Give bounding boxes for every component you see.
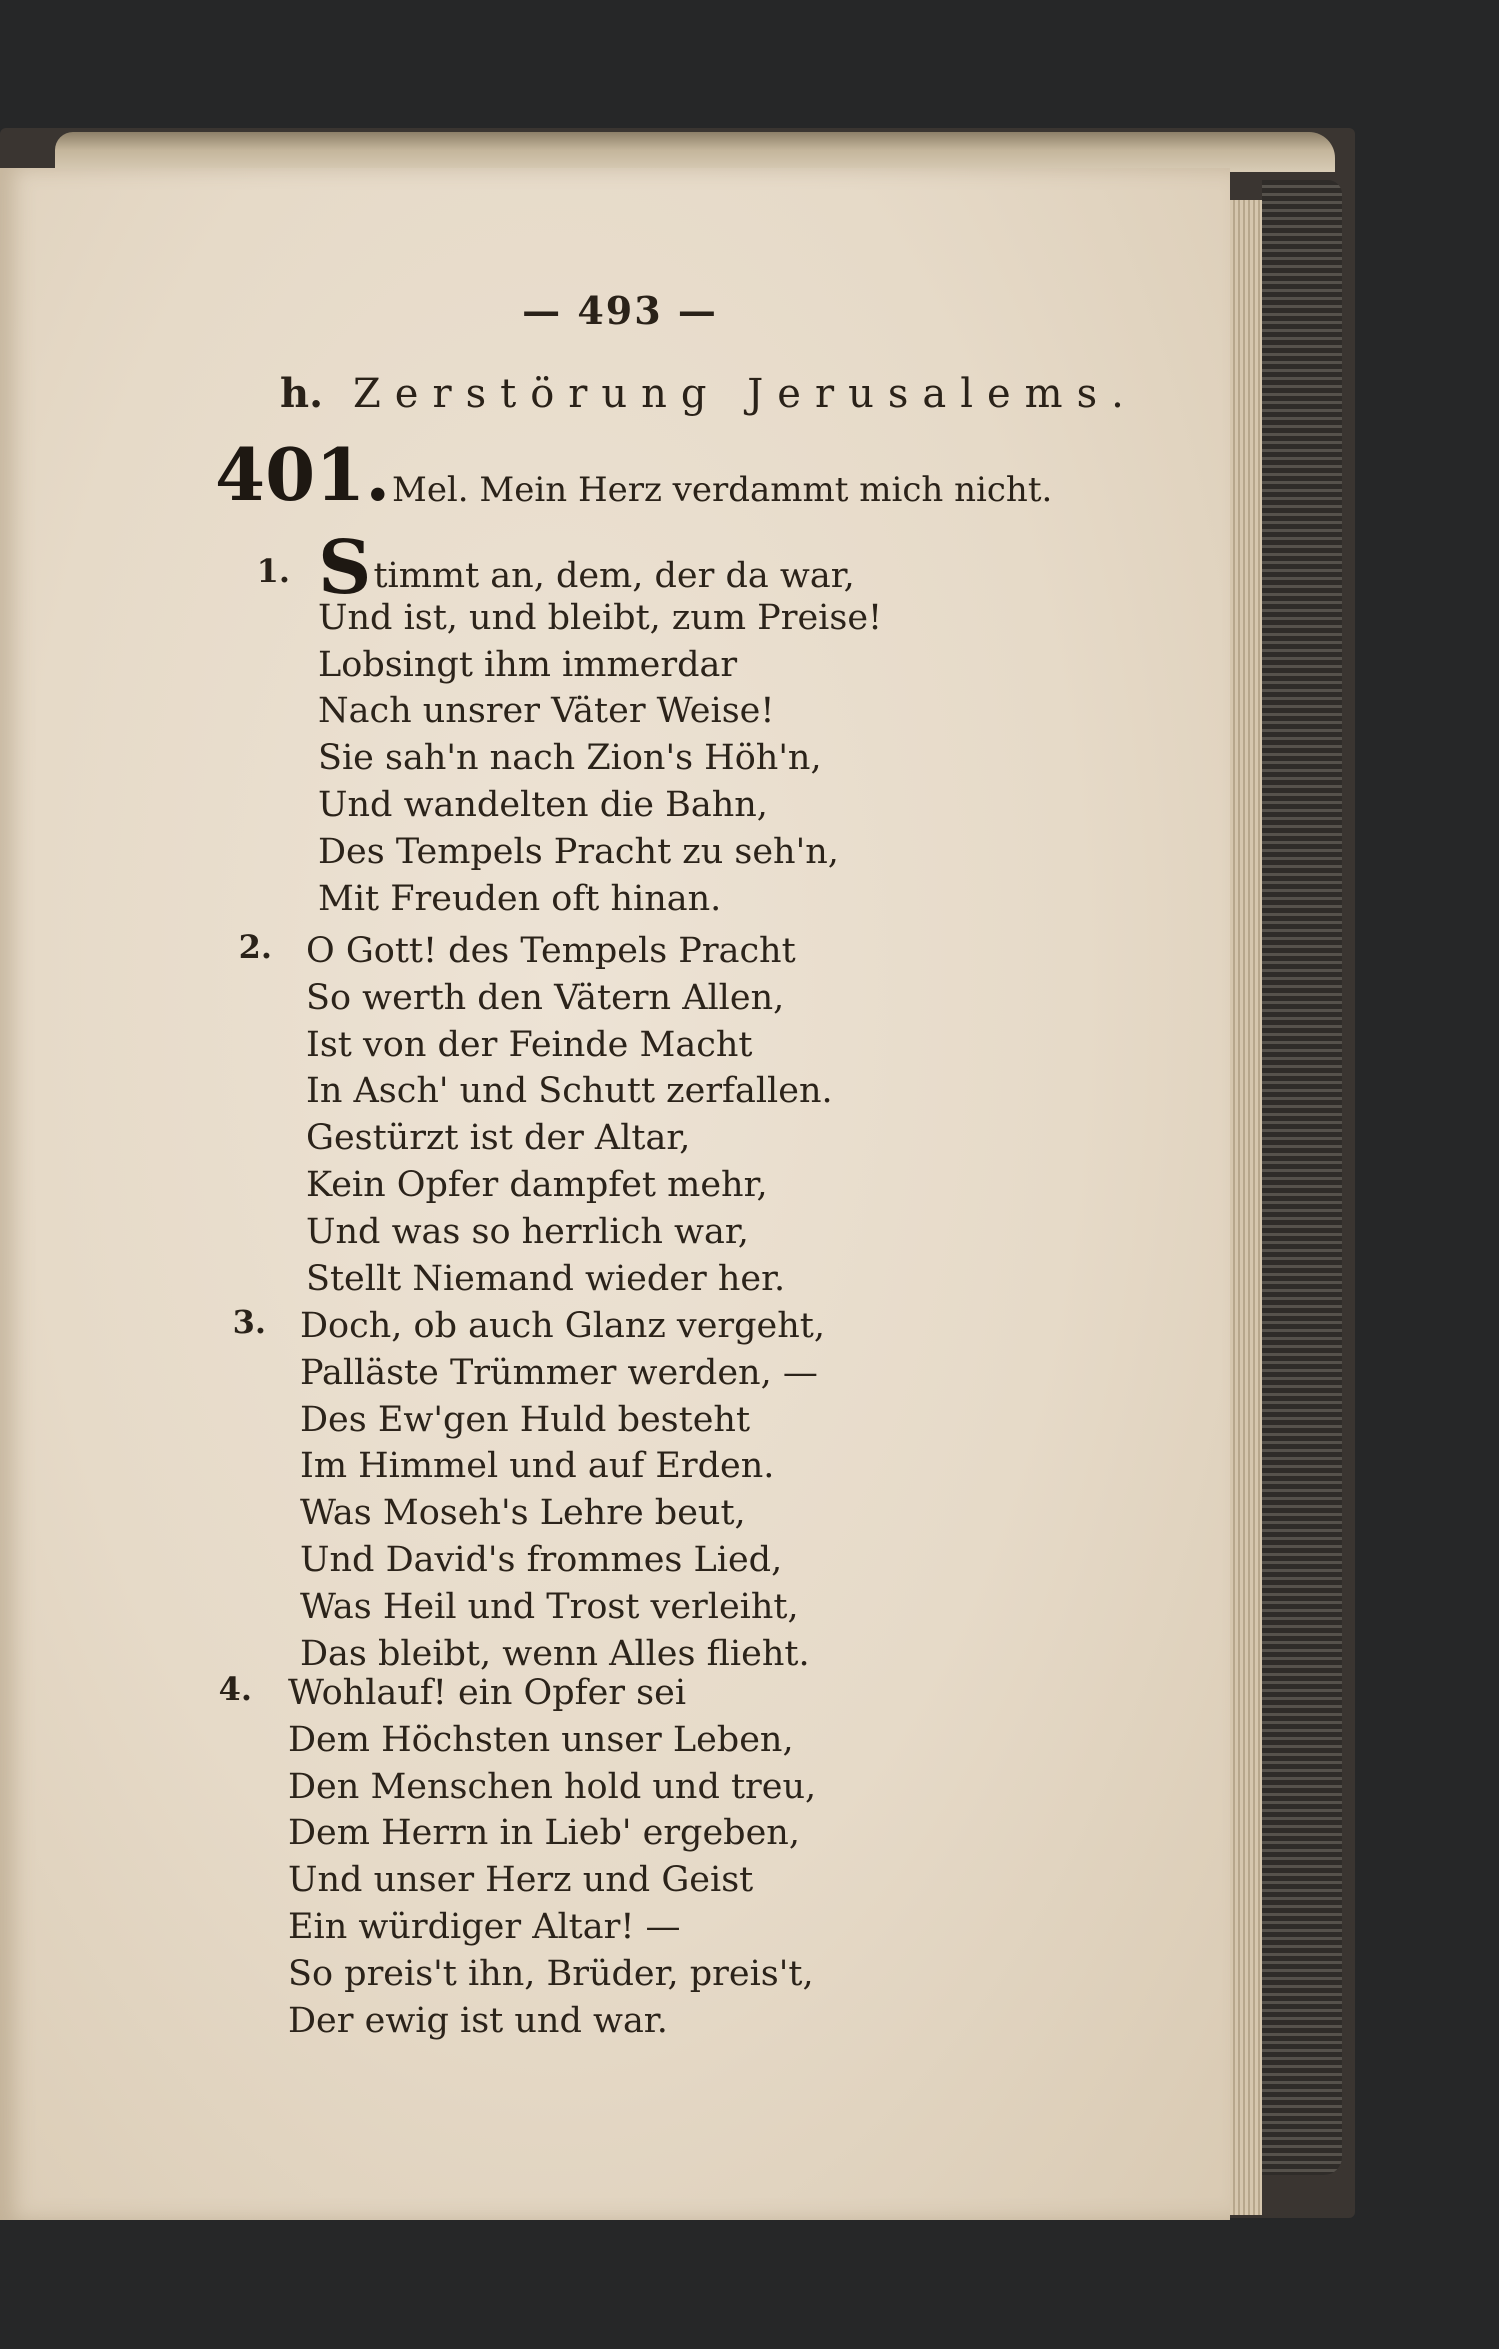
verse-line: Im Himmel und auf Erden. bbox=[300, 1446, 775, 1487]
verse-line: Und unser Herz und Geist bbox=[288, 1860, 754, 1901]
verse-line: Stimmt an, dem, der da war, bbox=[318, 525, 855, 611]
verse-line: Nach unsrer Väter Weise! bbox=[318, 691, 775, 732]
verse-line: Der ewig ist und war. bbox=[288, 2000, 668, 2041]
verse-line: Wohlauf! ein Opfer sei bbox=[288, 1673, 687, 1713]
stanza-number: 3. bbox=[232, 1303, 266, 1341]
verse-line: Des Tempels Pracht zu seh'n, bbox=[318, 831, 839, 872]
verse-line: Den Menschen hold und treu, bbox=[288, 1766, 817, 1807]
verse-line: Dem Höchsten unser Leben, bbox=[288, 1719, 794, 1760]
verse-line: Ein würdiger Altar! — bbox=[288, 1906, 681, 1947]
verse-line: Und ist, und bleibt, zum Preise! bbox=[318, 597, 883, 638]
stanza-number: 2. bbox=[238, 928, 272, 966]
verse-line: Gestürzt ist der Altar, bbox=[306, 1118, 691, 1159]
section-heading bbox=[280, 370, 1138, 417]
verse-line: Stellt Niemand wieder her. bbox=[306, 1258, 786, 1299]
verse-line: O Gott! des Tempels Pracht bbox=[306, 931, 796, 971]
verse-line: Des Ew'gen Huld besteht bbox=[300, 1399, 751, 1440]
verse-line: Palläste Trümmer werden, — bbox=[300, 1352, 818, 1393]
verse-line: Kein Opfer dampfet mehr, bbox=[306, 1164, 768, 1205]
verse-line: Doch, ob auch Glanz vergeht, bbox=[300, 1306, 825, 1346]
verse-line: Mit Freuden oft hinan. bbox=[318, 878, 722, 919]
verse-line: Sie sah'n nach Zion's Höh'n, bbox=[318, 738, 822, 779]
verse-line: In Asch' und Schutt zerfallen. bbox=[306, 1071, 833, 1112]
verse-line: Was Moseh's Lehre beut, bbox=[300, 1493, 746, 1534]
verse-line: Und David's frommes Lied, bbox=[300, 1539, 783, 1580]
stanza-number: 4. bbox=[218, 1670, 252, 1708]
melody-note: Mel. Mein Herz verdammt mich nicht. bbox=[392, 470, 1053, 510]
book-top-edge bbox=[55, 132, 1335, 172]
drop-cap: S bbox=[318, 525, 372, 611]
verse-line: Und was so herrlich war, bbox=[306, 1211, 749, 1252]
verse-line: So preis't ihn, Brüder, preis't, bbox=[288, 1953, 814, 1994]
verse-line: So werth den Vätern Allen, bbox=[306, 977, 785, 1018]
verse-line: Und wandelten die Bahn, bbox=[318, 784, 768, 825]
section-title: Zerstörung Jerusalems. bbox=[353, 371, 1138, 417]
book-spine bbox=[1262, 180, 1342, 2175]
verse-line: Das bleibt, wenn Alles flieht. bbox=[300, 1633, 810, 1674]
verse-line: Ist von der Feinde Macht bbox=[306, 1024, 753, 1065]
page-number: — 493 — bbox=[522, 288, 718, 333]
stanza-number: 1. bbox=[256, 552, 290, 590]
section-letter: h. bbox=[280, 370, 324, 417]
hymn-number: 401. bbox=[215, 432, 391, 517]
verse-line: Lobsingt ihm immerdar bbox=[318, 644, 738, 685]
verse-line: Dem Herrn in Lieb' ergeben, bbox=[288, 1813, 800, 1854]
verse-line: Was Heil und Trost verleiht, bbox=[300, 1586, 799, 1627]
